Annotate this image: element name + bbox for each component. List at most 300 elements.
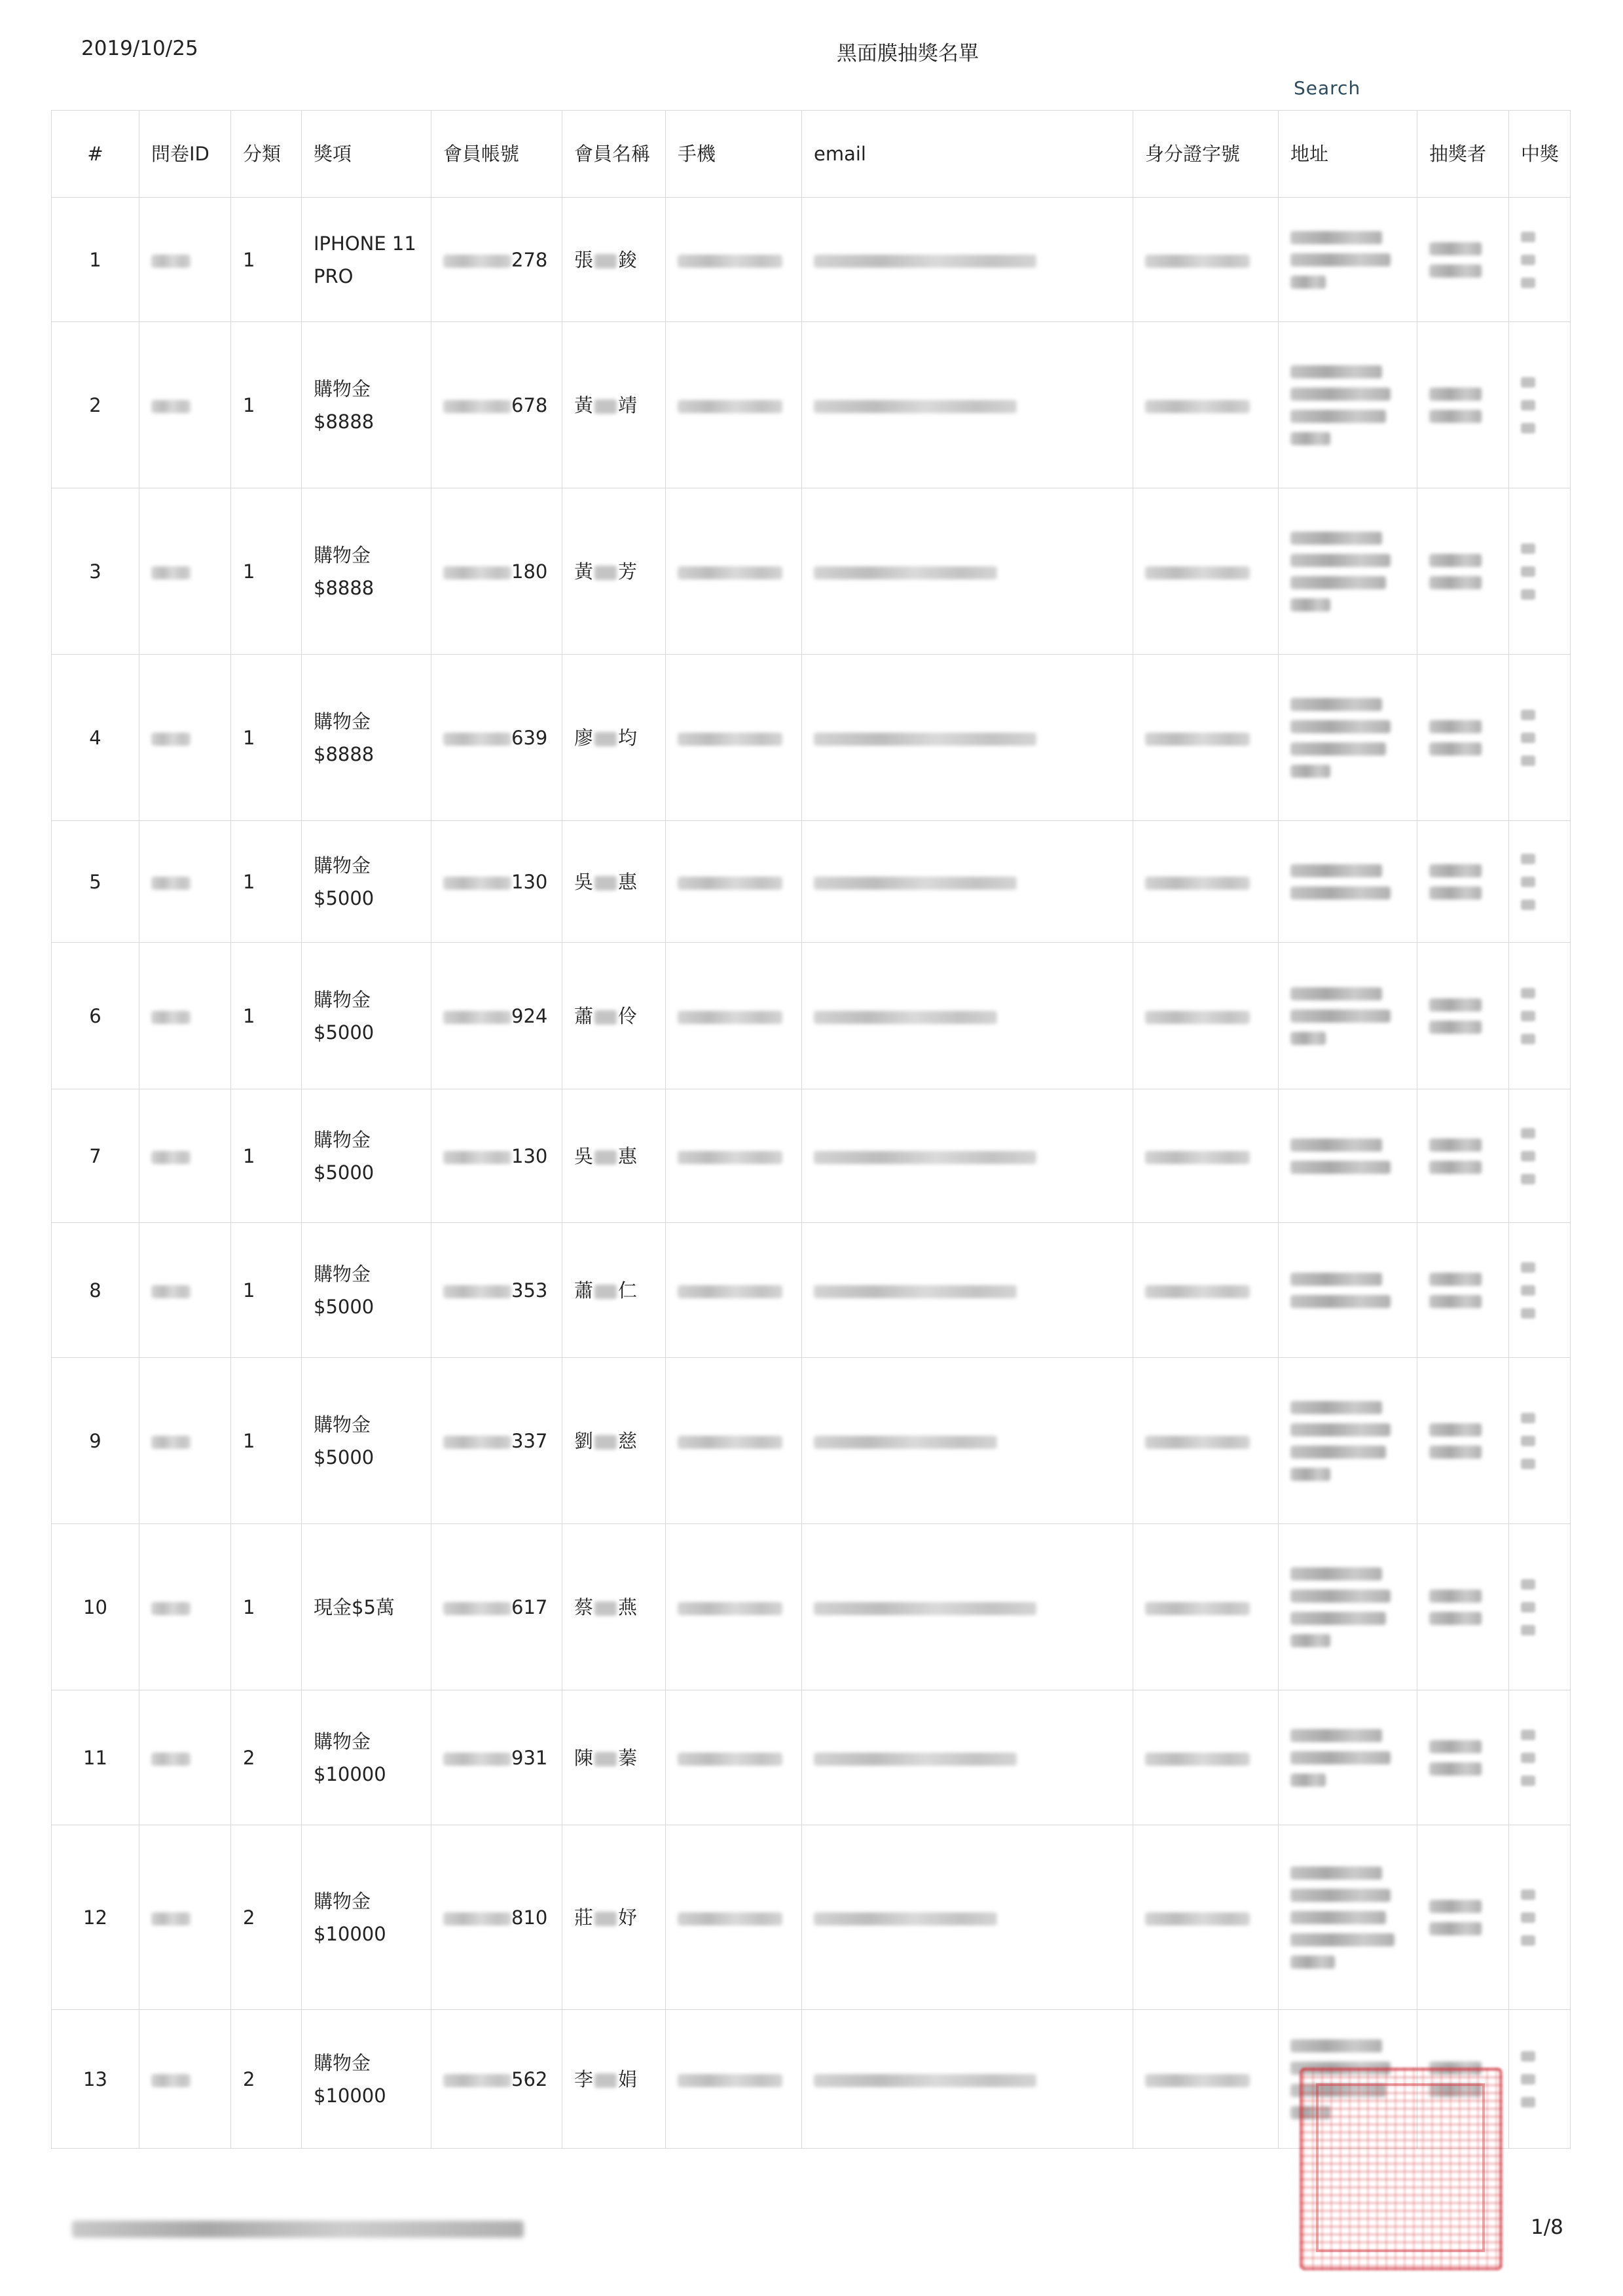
cell-id-number bbox=[1133, 1690, 1279, 1825]
cell-phone bbox=[666, 1358, 802, 1524]
redacted-text bbox=[1521, 232, 1535, 242]
cell-category: 2 bbox=[231, 1825, 302, 2010]
redacted-text bbox=[814, 566, 997, 579]
redacted-text bbox=[1521, 1011, 1535, 1021]
redacted-text bbox=[1429, 576, 1482, 589]
cell-won bbox=[1509, 198, 1571, 322]
redacted-text bbox=[1521, 2051, 1535, 2062]
redacted-text bbox=[594, 254, 617, 268]
redacted-text bbox=[814, 1151, 1036, 1164]
redacted-address-line bbox=[1290, 1911, 1386, 1924]
redacted-text bbox=[1145, 2074, 1250, 2087]
cell-phone bbox=[666, 1089, 802, 1223]
redacted-address-line bbox=[1290, 1933, 1395, 1946]
cell-member-name bbox=[562, 488, 666, 655]
redacted-text bbox=[594, 1285, 617, 1299]
redacted-address-line bbox=[1290, 1612, 1386, 1625]
redacted-text bbox=[1145, 400, 1250, 413]
redacted-text bbox=[1521, 2097, 1535, 2107]
redacted-address-line bbox=[1290, 742, 1386, 756]
redacted-text bbox=[1429, 742, 1482, 756]
name-last-char: 慈 bbox=[618, 1429, 638, 1452]
cell-drawer bbox=[1417, 1358, 1509, 1524]
cell-phone bbox=[666, 198, 802, 322]
cell-phone bbox=[666, 655, 802, 821]
redacted-text bbox=[1521, 423, 1535, 433]
cell-category: 2 bbox=[231, 2010, 302, 2149]
redacted-text bbox=[443, 877, 511, 890]
redacted-text bbox=[1429, 242, 1482, 255]
prize-line: 購物金 bbox=[314, 1730, 371, 1753]
cell-won bbox=[1509, 1089, 1571, 1223]
name-first-char: 廖 bbox=[574, 726, 594, 749]
cell-index: 7 bbox=[52, 1089, 139, 1223]
redacted-text bbox=[594, 732, 617, 746]
account-suffix: 562 bbox=[511, 2068, 548, 2090]
winners-table bbox=[51, 110, 1571, 2149]
redacted-text bbox=[1145, 566, 1250, 579]
redacted-text bbox=[1521, 1889, 1535, 1900]
prize-line: 購物金 bbox=[314, 377, 371, 400]
cell-id-number bbox=[1133, 1524, 1279, 1690]
cell-survey-id bbox=[139, 198, 231, 322]
name-last-char: 蓁 bbox=[618, 1746, 638, 1769]
cell-id-number bbox=[1133, 488, 1279, 655]
cell-category: 1 bbox=[231, 1358, 302, 1524]
redacted-text bbox=[594, 1752, 617, 1766]
cell-prize bbox=[302, 1825, 431, 2010]
cell-category: 1 bbox=[231, 322, 302, 488]
cell-email bbox=[802, 198, 1133, 322]
redacted-text bbox=[814, 2074, 1036, 2087]
cell-category: 1 bbox=[231, 943, 302, 1089]
redacted-address-line bbox=[1290, 576, 1386, 589]
account-suffix: 617 bbox=[511, 1595, 548, 1618]
cell-survey-id bbox=[139, 322, 231, 488]
table-row bbox=[52, 488, 1571, 655]
cell-survey-id bbox=[139, 943, 231, 1089]
redacted-text bbox=[1429, 1021, 1482, 1034]
search-link[interactable]: Search bbox=[1294, 77, 1361, 99]
redacted-text bbox=[678, 1436, 782, 1449]
cell-account bbox=[431, 1089, 562, 1223]
redacted-text bbox=[678, 1753, 782, 1766]
redacted-text bbox=[443, 400, 511, 413]
redacted-text bbox=[1521, 1625, 1535, 1635]
prize-line: 購物金 bbox=[314, 1262, 371, 1285]
prize-line: IPHONE 11 bbox=[314, 232, 416, 255]
redacted-text bbox=[678, 2074, 782, 2087]
prize-line: $8888 bbox=[314, 410, 374, 433]
cell-drawer bbox=[1417, 1524, 1509, 1690]
cell-survey-id bbox=[139, 821, 231, 943]
cell-email bbox=[802, 488, 1133, 655]
redacted-text bbox=[151, 1011, 191, 1024]
cell-won bbox=[1509, 943, 1571, 1089]
redacted-text bbox=[1521, 1753, 1535, 1763]
redacted-address-line bbox=[1290, 1634, 1330, 1647]
name-first-char: 黃 bbox=[574, 393, 594, 416]
cell-index: 9 bbox=[52, 1358, 139, 1524]
redacted-address-line bbox=[1290, 231, 1382, 244]
prize-line: 購物金 bbox=[314, 1413, 371, 1436]
prize-line: $5000 bbox=[314, 1161, 374, 1184]
table-row bbox=[52, 1690, 1571, 1825]
table-row bbox=[52, 322, 1571, 488]
cell-id-number bbox=[1133, 1825, 1279, 2010]
redacted-text bbox=[678, 1011, 782, 1024]
redacted-address-line bbox=[1290, 1889, 1391, 1902]
redacted-address-line bbox=[1290, 720, 1391, 733]
prize-line: 購物金 bbox=[314, 854, 371, 877]
cell-won bbox=[1509, 2010, 1571, 2149]
cell-category: 1 bbox=[231, 1223, 302, 1358]
cell-account bbox=[431, 1223, 562, 1358]
cell-won bbox=[1509, 322, 1571, 488]
account-suffix: 130 bbox=[511, 1144, 548, 1167]
redacted-address-line bbox=[1290, 432, 1330, 445]
redacted-address-line bbox=[1290, 388, 1391, 401]
redacted-text bbox=[151, 1912, 191, 1925]
col-header-category: 分類 bbox=[231, 111, 302, 198]
redacted-text bbox=[1521, 589, 1535, 600]
redacted-text bbox=[1521, 988, 1535, 998]
redacted-text bbox=[1521, 543, 1535, 554]
redacted-address-line bbox=[1290, 1273, 1382, 1286]
redacted-text bbox=[678, 733, 782, 746]
cell-id-number bbox=[1133, 198, 1279, 322]
cell-account bbox=[431, 2010, 562, 2149]
cell-prize bbox=[302, 1089, 431, 1223]
cell-account bbox=[431, 1690, 562, 1825]
prize-line: $5000 bbox=[314, 1446, 374, 1468]
cell-member-name bbox=[562, 2010, 666, 2149]
redacted-text bbox=[1145, 255, 1250, 268]
name-last-char: 靖 bbox=[618, 393, 638, 416]
name-first-char: 蔡 bbox=[574, 1595, 594, 1618]
account-suffix: 924 bbox=[511, 1004, 548, 1027]
cell-account bbox=[431, 488, 562, 655]
redacted-text bbox=[678, 877, 782, 890]
cell-drawer bbox=[1417, 488, 1509, 655]
redacted-text bbox=[814, 1011, 997, 1024]
redacted-text bbox=[1521, 1034, 1535, 1044]
redacted-text bbox=[594, 876, 617, 890]
redacted-text bbox=[678, 400, 782, 413]
redacted-address-line bbox=[1290, 598, 1330, 611]
name-first-char: 黃 bbox=[574, 560, 594, 583]
cell-won bbox=[1509, 1358, 1571, 1524]
redacted-text bbox=[1145, 1011, 1250, 1024]
cell-prize bbox=[302, 2010, 431, 2149]
cell-phone bbox=[666, 322, 802, 488]
cell-survey-id bbox=[139, 2010, 231, 2149]
redacted-text bbox=[1145, 1285, 1250, 1298]
table-row bbox=[52, 943, 1571, 1089]
table-row bbox=[52, 821, 1571, 943]
cell-member-name bbox=[562, 1089, 666, 1223]
prize-line: $8888 bbox=[314, 576, 374, 599]
account-suffix: 130 bbox=[511, 870, 548, 893]
redacted-text bbox=[1521, 1579, 1535, 1590]
cell-prize bbox=[302, 322, 431, 488]
cell-prize bbox=[302, 1524, 431, 1690]
redacted-address-line bbox=[1290, 253, 1391, 266]
redacted-text bbox=[151, 400, 191, 413]
redacted-text bbox=[443, 1011, 511, 1024]
account-suffix: 639 bbox=[511, 726, 548, 749]
redacted-text bbox=[443, 1151, 511, 1164]
cell-member-name bbox=[562, 1358, 666, 1524]
redacted-text bbox=[678, 1912, 782, 1925]
name-last-char: 鋑 bbox=[618, 248, 638, 271]
cell-survey-id bbox=[139, 1524, 231, 1690]
cell-email bbox=[802, 1690, 1133, 1825]
cell-survey-id bbox=[139, 1825, 231, 2010]
cell-survey-id bbox=[139, 1089, 231, 1223]
redacted-address-line bbox=[1290, 1423, 1391, 1436]
cell-member-name bbox=[562, 322, 666, 488]
redacted-text bbox=[1521, 1174, 1535, 1184]
redacted-text bbox=[594, 2073, 617, 2088]
redacted-text bbox=[1521, 278, 1535, 288]
redacted-text bbox=[1521, 877, 1535, 887]
col-header-won: 中獎 bbox=[1509, 111, 1571, 198]
redacted-address-line bbox=[1290, 554, 1391, 567]
redacted-address-line bbox=[1290, 410, 1386, 423]
redacted-text bbox=[1521, 1262, 1535, 1273]
cell-index: 4 bbox=[52, 655, 139, 821]
redacted-text bbox=[1429, 1900, 1482, 1913]
cell-member-name bbox=[562, 1825, 666, 2010]
redacted-text bbox=[1429, 1762, 1482, 1776]
redacted-text bbox=[443, 733, 511, 746]
cell-phone bbox=[666, 1524, 802, 1690]
cell-won bbox=[1509, 1524, 1571, 1690]
cell-index: 2 bbox=[52, 322, 139, 488]
name-last-char: 妤 bbox=[618, 1906, 638, 1929]
redacted-text bbox=[1429, 1922, 1482, 1935]
cell-id-number bbox=[1133, 1358, 1279, 1524]
name-first-char: 蕭 bbox=[574, 1004, 594, 1027]
redacted-text bbox=[1521, 1151, 1535, 1161]
name-last-char: 惠 bbox=[618, 1144, 638, 1167]
redacted-address-line bbox=[1290, 1956, 1335, 1969]
cell-drawer bbox=[1417, 198, 1509, 322]
redacted-address-line bbox=[1290, 1867, 1382, 1880]
name-last-char: 燕 bbox=[618, 1595, 638, 1618]
name-last-char: 芳 bbox=[618, 560, 638, 583]
cell-prize bbox=[302, 1223, 431, 1358]
table-row bbox=[52, 1089, 1571, 1223]
redacted-text bbox=[1429, 1423, 1482, 1436]
redacted-text bbox=[1521, 1308, 1535, 1319]
cell-index: 5 bbox=[52, 821, 139, 943]
table-row bbox=[52, 1358, 1571, 1524]
col-header-index: # bbox=[52, 111, 139, 198]
cell-email bbox=[802, 821, 1133, 943]
redacted-text bbox=[1145, 1753, 1250, 1766]
cell-id-number bbox=[1133, 943, 1279, 1089]
table-row bbox=[52, 198, 1571, 322]
cell-address bbox=[1279, 1223, 1417, 1358]
redacted-text bbox=[1429, 554, 1482, 567]
redacted-text bbox=[1521, 1935, 1535, 1946]
cell-address bbox=[1279, 1358, 1417, 1524]
cell-category: 1 bbox=[231, 488, 302, 655]
redacted-text bbox=[443, 255, 511, 268]
cell-drawer bbox=[1417, 1825, 1509, 2010]
redacted-text bbox=[443, 1285, 511, 1298]
table-row bbox=[52, 1825, 1571, 2010]
cell-category: 1 bbox=[231, 821, 302, 943]
redacted-text bbox=[594, 566, 617, 580]
redacted-address-line bbox=[1290, 1729, 1382, 1742]
redacted-address-line bbox=[1290, 1590, 1391, 1603]
redacted-address-line bbox=[1290, 276, 1326, 289]
cell-address bbox=[1279, 1089, 1417, 1223]
prize-line: PRO bbox=[314, 264, 354, 287]
redacted-text bbox=[1521, 733, 1535, 743]
cell-survey-id bbox=[139, 1358, 231, 1524]
cell-email bbox=[802, 943, 1133, 1089]
name-last-char: 伶 bbox=[618, 1004, 638, 1027]
redacted-address-line bbox=[1290, 1468, 1330, 1481]
redacted-text bbox=[678, 566, 782, 579]
cell-phone bbox=[666, 2010, 802, 2149]
redacted-text bbox=[1521, 400, 1535, 410]
cell-account bbox=[431, 1358, 562, 1524]
redacted-text bbox=[814, 1912, 997, 1925]
cell-prize bbox=[302, 943, 431, 1089]
prize-line: $5000 bbox=[314, 886, 374, 909]
redacted-text bbox=[1521, 854, 1535, 864]
prize-line: 購物金 bbox=[314, 1128, 371, 1151]
redacted-text bbox=[678, 1285, 782, 1298]
name-last-char: 均 bbox=[618, 726, 638, 749]
cell-won bbox=[1509, 1223, 1571, 1358]
col-header-survey-id: 問卷ID bbox=[139, 111, 231, 198]
cell-category: 1 bbox=[231, 655, 302, 821]
redacted-text bbox=[1429, 1139, 1482, 1152]
cell-account bbox=[431, 1825, 562, 2010]
name-first-char: 李 bbox=[574, 2068, 594, 2090]
redacted-text bbox=[1429, 264, 1482, 278]
redacted-text bbox=[1521, 1912, 1535, 1923]
redacted-text bbox=[1429, 1295, 1482, 1308]
redacted-text bbox=[1521, 1285, 1535, 1296]
redacted-text bbox=[814, 1285, 1017, 1298]
redacted-text bbox=[1521, 1602, 1535, 1613]
cell-id-number bbox=[1133, 655, 1279, 821]
cell-drawer bbox=[1417, 655, 1509, 821]
redacted-text bbox=[443, 1602, 511, 1615]
redacted-text bbox=[1521, 2074, 1535, 2085]
cell-category: 1 bbox=[231, 1089, 302, 1223]
col-header-member-name: 會員名稱 bbox=[562, 111, 666, 198]
redacted-text bbox=[594, 1912, 617, 1926]
cell-id-number bbox=[1133, 821, 1279, 943]
name-first-char: 吳 bbox=[574, 870, 594, 893]
redacted-address-line bbox=[1290, 2039, 1382, 2052]
redacted-address-line bbox=[1290, 765, 1330, 778]
cell-account bbox=[431, 655, 562, 821]
cell-won bbox=[1509, 488, 1571, 655]
col-header-drawer: 抽獎者 bbox=[1417, 111, 1509, 198]
redacted-text bbox=[1429, 998, 1482, 1011]
redacted-text bbox=[1521, 900, 1535, 910]
redacted-address-line bbox=[1290, 1446, 1386, 1459]
cell-member-name bbox=[562, 1223, 666, 1358]
cell-account bbox=[431, 943, 562, 1089]
cell-won bbox=[1509, 655, 1571, 821]
redacted-text bbox=[151, 2074, 191, 2087]
redacted-text bbox=[151, 877, 191, 890]
redacted-text bbox=[1429, 864, 1482, 877]
cell-id-number bbox=[1133, 2010, 1279, 2149]
prize-line: $10000 bbox=[314, 2084, 386, 2107]
redacted-text bbox=[151, 255, 191, 268]
col-header-email: email bbox=[802, 111, 1133, 198]
redacted-text bbox=[1145, 1151, 1250, 1164]
redacted-address-line bbox=[1290, 1567, 1382, 1580]
prize-line: 購物金 bbox=[314, 710, 371, 733]
redacted-address-line bbox=[1290, 1751, 1391, 1764]
col-header-id-number: 身分證字號 bbox=[1133, 111, 1279, 198]
cell-account bbox=[431, 1524, 562, 1690]
prize-line: 現金$5萬 bbox=[314, 1595, 395, 1618]
redacted-address-line bbox=[1290, 987, 1382, 1000]
cell-won bbox=[1509, 1690, 1571, 1825]
account-suffix: 810 bbox=[511, 1906, 548, 1929]
cell-address bbox=[1279, 655, 1417, 821]
redacted-text bbox=[1521, 756, 1535, 766]
redacted-address-line bbox=[1290, 1401, 1382, 1414]
cell-email bbox=[802, 1358, 1133, 1524]
cell-address bbox=[1279, 1690, 1417, 1825]
cell-account bbox=[431, 322, 562, 488]
redacted-address-line bbox=[1290, 365, 1382, 378]
redacted-text bbox=[443, 2074, 511, 2087]
account-suffix: 678 bbox=[511, 393, 548, 416]
cell-prize bbox=[302, 1358, 431, 1524]
redacted-text bbox=[151, 566, 191, 579]
name-first-char: 蕭 bbox=[574, 1279, 594, 1302]
cell-phone bbox=[666, 1825, 802, 2010]
prize-line: $10000 bbox=[314, 1922, 386, 1945]
redacted-text bbox=[1145, 1602, 1250, 1615]
redacted-text bbox=[678, 1602, 782, 1615]
cell-index: 11 bbox=[52, 1690, 139, 1825]
account-suffix: 353 bbox=[511, 1279, 548, 1302]
redacted-text bbox=[1429, 1590, 1482, 1603]
redacted-text bbox=[678, 1151, 782, 1164]
cell-member-name bbox=[562, 1524, 666, 1690]
redacted-text bbox=[1429, 410, 1482, 423]
redacted-text bbox=[1521, 255, 1535, 265]
cell-category: 1 bbox=[231, 1524, 302, 1690]
col-header-phone: 手機 bbox=[666, 111, 802, 198]
redacted-text bbox=[594, 1150, 617, 1165]
redacted-text bbox=[1145, 1912, 1250, 1925]
cell-index: 13 bbox=[52, 2010, 139, 2149]
redacted-address-line bbox=[1290, 1295, 1391, 1308]
redacted-text bbox=[1145, 1436, 1250, 1449]
redacted-text bbox=[1429, 886, 1482, 900]
cell-prize bbox=[302, 655, 431, 821]
cell-index: 12 bbox=[52, 1825, 139, 2010]
cell-index: 3 bbox=[52, 488, 139, 655]
